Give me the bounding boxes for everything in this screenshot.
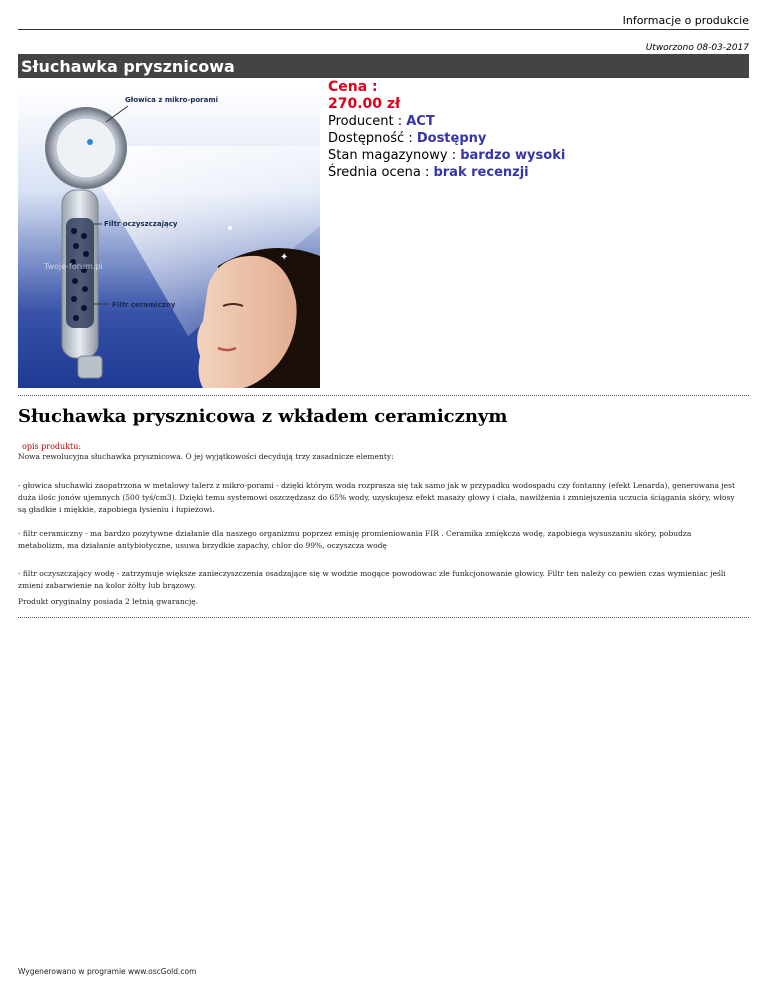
price-value: 270.00 zł (328, 96, 401, 112)
rating-label: Średnia ocena : (328, 165, 434, 180)
description-paragraph: Produkt oryginalny posiada 2 letnią gwarancję. (18, 597, 199, 606)
product-title-bar (18, 54, 749, 78)
rating-row (328, 164, 565, 181)
producer-label: Producent : (328, 114, 407, 129)
rating-value: brak recenzji (433, 165, 529, 180)
footer-text: Wygenerowano w programie www.oscGold.com (18, 967, 197, 976)
image-watermark: Twoje-forum.pl (44, 262, 103, 271)
producer-row (328, 113, 565, 130)
description-paragraph: - głowica słuchawki zaopatrzona w metalowy talerz z mikro-porami - dzięki którym woda rozprasza się tak samo jak w przypadku wodospadu czy fontanny (efekt Lenarda), generowana jest duża ilośc jonów ujemnych (500 tyś/cm3). Dzięki temu systemowi oszczędzasz do 65% wody, uzyskujesz efekt masaży głowy i ciała, nawilżenia i zmniejszenia uczucia ściągania skóry, włosy są gładkie i miękkie, zapobiega łysieniu i łupieżowi. (18, 481, 735, 514)
stock-row (328, 147, 565, 164)
description-paragraph: Nowa rewolucyjna słuchawka prysznicowa. O jej wyjątkowości decydują trzy zasadnicze elementy: (18, 452, 394, 461)
stock-label: Stan magazynowy : (328, 148, 461, 163)
availability-label: Dostępność : (328, 131, 417, 146)
product-info (328, 79, 565, 181)
divider-top (18, 395, 749, 396)
header-label: Informacje o produkcie (622, 14, 749, 27)
availability-value: Dostępny (416, 131, 487, 146)
page-header (18, 13, 749, 30)
droplet-icon (228, 226, 232, 230)
description-paragraph: - filtr oczyszczający wodę - zatrzymuje większe zanieczyszczenia osadzające się w wodzie mogące powodowac złe funkcjonowanie głowicy. Filtr ten należy co pewien czas wymieniac jeśli zmieni zabarwienie na kolor żółty lub brązowy. (18, 569, 726, 590)
label-filter: Filtr oczyszczający (104, 220, 178, 228)
product-title: Słuchawka prysznicowa (21, 57, 235, 76)
stock-value: bardzo wysoki (460, 148, 566, 163)
producer-link[interactable]: ACT (406, 114, 435, 129)
availability-row (328, 130, 565, 147)
product-image (18, 86, 320, 388)
description-label: opis produktu: (22, 442, 82, 451)
sparkle-icon: ✦ (280, 252, 289, 263)
price-label: Cena : (328, 79, 378, 95)
label-head: Głowica z mikro-porami (125, 96, 219, 104)
created-date: Utworzono 08-03-2017 (645, 43, 749, 53)
label-ceramic: Filtr ceramiczny (112, 301, 176, 309)
divider-bottom (18, 617, 749, 618)
description-paragraph: - filtr ceramiczny - ma bardzo pozytywne działanie dla naszego organizmu poprzez emisję promieniowania FIR . Ceramika zmiękcza wodę, zapobiega wysuszaniu skóry, pobudza metabolizm, ma działanie antybiotyczne, usuwa brzydkie zapachy, chlor do 99%, oczyszcza wodę (18, 529, 692, 550)
description-title: Słuchawka prysznicowa z wkładem ceramicznym (18, 406, 508, 427)
